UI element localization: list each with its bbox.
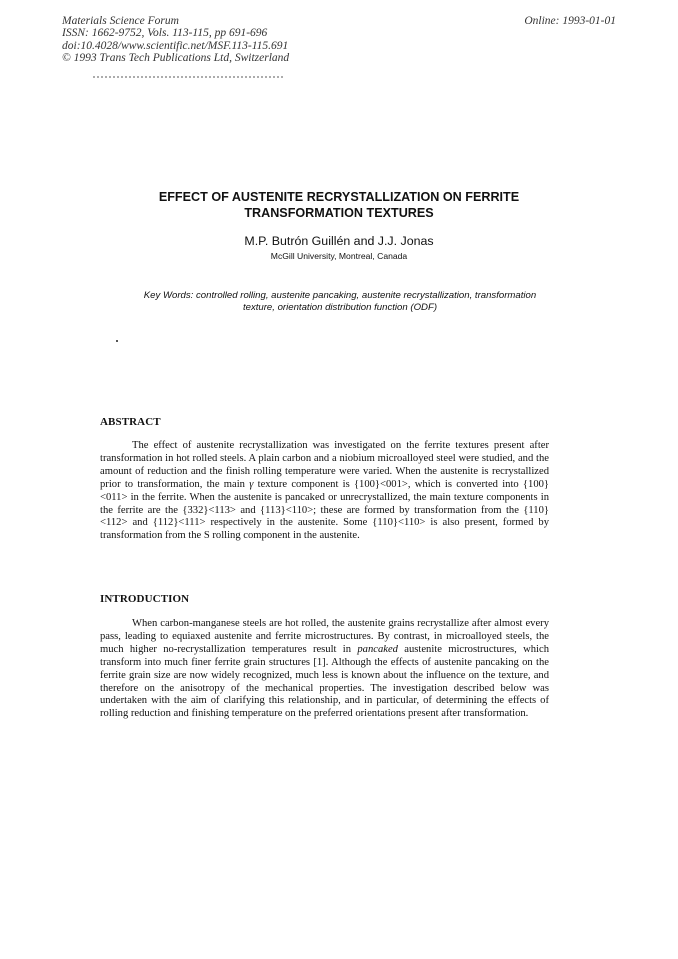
faded-copyright-line	[93, 76, 283, 83]
introduction-heading: INTRODUCTION	[100, 593, 190, 605]
abstract-heading: ABSTRACT	[100, 416, 161, 428]
scan-speck	[116, 340, 118, 342]
journal-copyright: © 1993 Trans Tech Publications Ltd, Switzerland	[62, 51, 290, 64]
intro-emphasis: pancaked	[357, 643, 398, 655]
title-line-2: TRANSFORMATION TEXTURES	[244, 205, 434, 220]
title-line-1: EFFECT OF AUSTENITE RECRYSTALLIZATION ON FERRITE	[158, 190, 520, 204]
abstract-text-part-2: texture component is {100}<001>, which is converted into {100}<011> in the ferrite. When the austenite is pancaked or unrecrystallized, the main texture components in the ferrite are the {332}<113> and {113}<110>; these are formed by transformation from the {110}<112> and {112}<111> respectively in the austenite. Some {110}<110> is also present, formed by transformation from the S rolling component in the austenite.	[100, 478, 549, 542]
introduction-paragraph	[100, 618, 549, 721]
journal-header	[62, 15, 289, 64]
online-date: Online: 1993-01-01	[524, 15, 616, 27]
intro-text-part-1: When carbon-manganese steels are hot rolled, the austenite grains recrystallize after almost every pass, leading to equiaxed austenite and ferrite microstructures. By contrast, in microalloyed steels, the much higher no-recrystallization temperatures result in	[100, 618, 549, 655]
gamma-symbol: γ	[249, 478, 254, 490]
journal-issn: ISSN: 1662-9752, Vols. 113-115, pp 691-696	[62, 27, 268, 40]
paper-authors: M.P. Butrón Guillén and J.J. Jonas	[244, 234, 434, 248]
paper-affiliation: McGill University, Montreal, Canada	[270, 251, 408, 261]
abstract-paragraph	[100, 440, 549, 543]
paper-title	[0, 190, 678, 221]
abstract-body	[100, 440, 549, 543]
introduction-body	[100, 618, 549, 721]
keywords-line-1: Key Words: controlled rolling, austenite pancaking, austenite recrystallization, transformation	[143, 290, 537, 301]
intro-text-part-2: austenite microstructures, which transform into much finer ferrite grain structures [1]. Although the effects of austenite pancaking on the ferrite grain size are now widely recognized, much less is known about the influence on the texture, and therefore on the anisotropy of the mechanical properties. The investigation described below was undertaken with the aim of clarifying this relationship, and in particular, of determining the effects of rolling reduction and finishing temperature on the preferred orientations present after transformation.	[100, 643, 549, 720]
keywords-line-2: texture, orientation distribution function (ODF)	[242, 302, 438, 313]
journal-name: Materials Science Forum	[62, 15, 179, 27]
journal-doi: doi:10.4028/www.scientific.net/MSF.113-115.691	[62, 39, 289, 52]
keywords	[100, 290, 580, 314]
abstract-text-part-1: The effect of austenite recrystallization was investigated on the ferrite textures present after transformation in hot rolled steels. A plain carbon and a niobium microalloyed steel were studied, and the amount of reduction and the finish rolling temperature were varied. When the austenite is recrystallized prior to transformation, the main	[100, 440, 549, 490]
